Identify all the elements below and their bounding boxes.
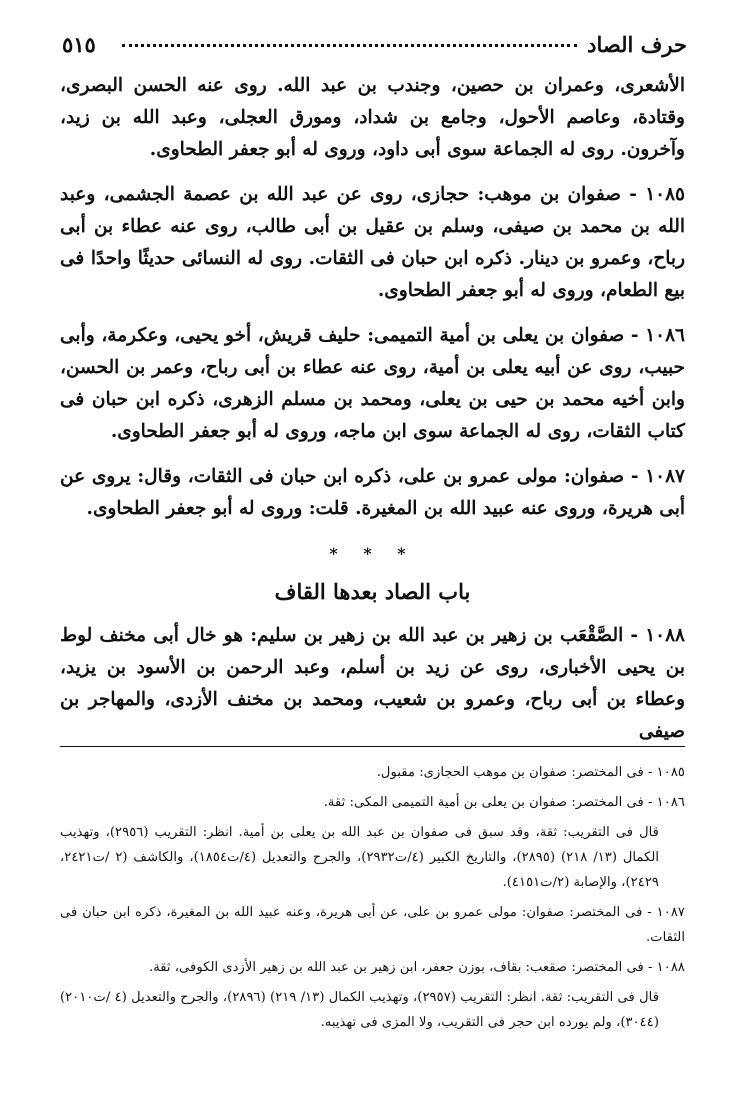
entry-1087: ١٠٨٧ - صفوان: مولى عمرو بن على، ذكره ابن حبان فى الثقات، وقال: يروى عن أبى هريرة، وروى عنه عبيد الله بن المغيرة. قلت: وروى له أبو جعفر الطحاوى. [60,466,685,519]
running-title: حرف الصاد [587,32,687,57]
footnote-1087: ١٠٨٧ - فى المختصر: صفوان: مولى عمرو بن على، عن أبى هريرة، وعنه عبيد الله بن المغيرة، ذكره ابن حبان فى الثقات. [60,905,685,945]
entry-1088: ١٠٨٨ - الصَّقْعَب بن زهير بن عبد الله بن زهير بن سليم: هو خال أبى مخنف لوط بن يحيى الأخبارى، روى عن زيد بن أسلم، وعبد الرحمن بن الأسود بن يزيد، وعطاء بن أبى رباح، وعمرو بن شعيب، ومحمد بن مخنف الأزدى، والمهاجر بن صيفى [60,625,685,742]
entry-1086: ١٠٨٦ - صفوان بن يعلى بن أمية التميمى: حليف قريش، أخو يحيى، وعكرمة، وأبى حبيب، روى عن أبيه يعلى بن أمية، روى عنه عطاء بن أبى رباح، وعمر بن الحسن، وابن أخيه محمد بن حيى بن يعلى، ومحمد بن مسلم الزهرى، ذكره ابن حبان فى كتاب الثقات، روى له الجماعة سوى ابن ماجه، وروى له أبو جعفر الطحاوى. [60,325,685,442]
footnote-1085: ١٠٨٥ - فى المختصر: صفوان بن موهب الحجازى: مقبول. [376,765,685,780]
footnote-1086-continuation: قال فى التقريب: ثقة، وقد سبق فى صفوان بن عبد الله بن يعلى بن أمية. انظر: التقريب (٢٩٥٦)، وتهذيب الكمال (١٣/ ٢١٨) (٢٨٩٥)، والتاريخ الكبير (٤/ت٢٩٣٢)، والجرح والتعديل (٤/ت١٨٥٤)، والكاشف (٢ /ت٢٤٢١، ٢٤٢٩)، والإصابة (٢/ت٤١٥١). [60,825,660,890]
footnote-1086: ١٠٨٦ - فى المختصر: صفوان بن يعلى بن أمية التميمى المكى: ثقة. [323,795,685,810]
entry-1085: ١٠٨٥ - صفوان بن موهب: حجازى، روى عن عبد الله بن عصمة الجشمى، وعبد الله بن محمد بن صيفى، وسلم بن عقيل بن أبى طالب، روى عنه عطاء بن أبى رباح، وعمرو بن دينار. ذكره ابن حبان فى الثقات. روى له النسائى حديثًا واحدًا فى بيع الطعام، وروى له أبو جعفر الطحاوى. [60,184,685,301]
main-text [60,70,685,761]
footnotes [60,760,685,1040]
footnote-divider [60,746,685,747]
section-separator: * * * [329,544,416,563]
page-number: ٥١٥ [62,32,96,57]
page-header [62,32,687,62]
footnote-1088-continuation: قال فى التقريب: ثقة. انظر: التقريب (٢٩٥٧)، وتهذيب الكمال (١٣/ ٢١٩) (٢٨٩٦)، والجرح والتعديل (٤ /ت٢٠١٠) (٣٠٤٤)، ولم يورده ابن حجر فى التقريب، ولا المزى فى تهذيبه. [60,990,660,1030]
section-heading: باب الصاد بعدها القاف [274,579,471,604]
footnote-1088: ١٠٨٨ - فى المختصر: صقعب: بقاف، بوزن جعفر، ابن زهير بن عبد الله بن زهير الأزدى الكوفى، ثقة. [149,960,685,975]
header-dot-leader [122,44,577,47]
paragraph-continuation: الأشعرى، وعمران بن حصين، وجندب بن عبد الله. روى عنه الحسن البصرى، وقتادة، وعاصم الأحول، وجامع بن شداد، ومورق العجلى، وعبد الله بن زيد، وآخرون. روى له الجماعة سوى أبى داود، وروى له أبو جعفر الطحاوى. [60,75,685,160]
